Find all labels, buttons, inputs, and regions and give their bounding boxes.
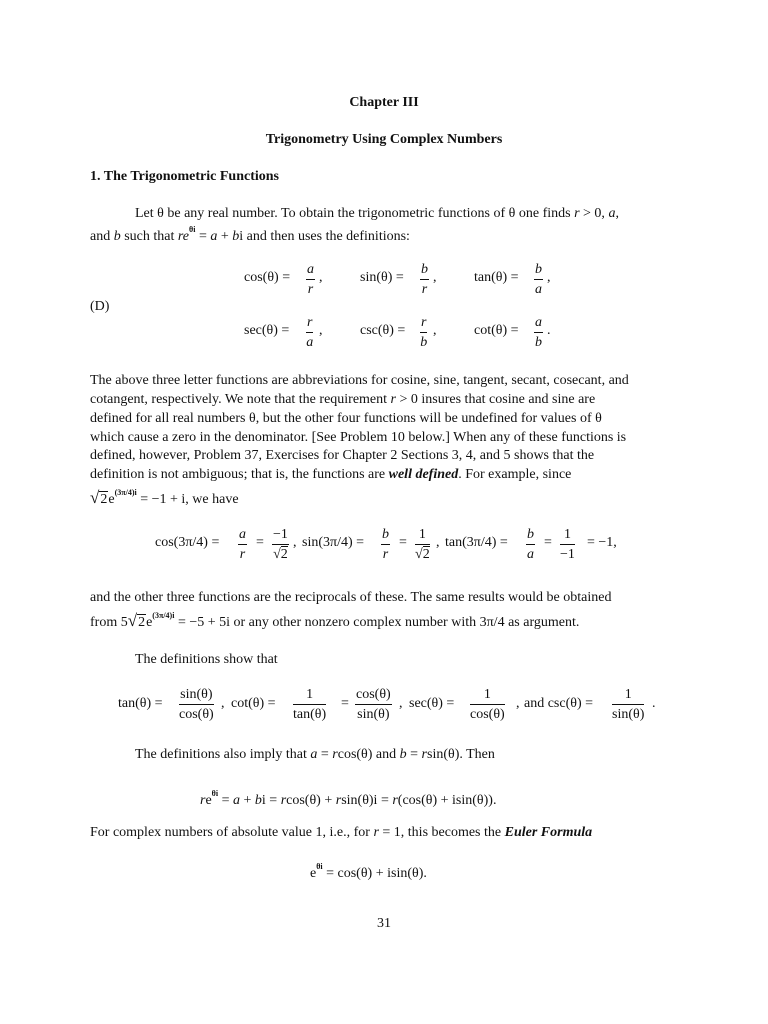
identity-tan-label: tan(θ) = — [118, 696, 163, 711]
identity-cot-fraction-1: $\frac{1}{\tan(\theta)}$ — [293, 687, 327, 722]
intro-line-2: and b such that $re^{\theta i} = a$ + bi and then uses the definitions: — [90, 225, 410, 244]
para2-line-6: definition is not ambiguous; that is, the functions are well defined. For example, since — [90, 467, 572, 482]
eval-cos-label: cos(3π/4) = — [155, 535, 220, 550]
def-sec-fraction: $\frac{r}{a}$ — [306, 315, 314, 350]
imply-line: The definitions also imply that a = rcos(θ) and b = rsin(θ). Then — [135, 747, 495, 762]
eval-tan-result: = −1, — [587, 535, 617, 550]
identity-tan-fraction: $\frac{\sin(\theta)}{\cos(\theta)}$ — [179, 687, 214, 722]
def-cos-label: cos(θ) = — [244, 270, 291, 285]
eval-cos-fraction-1: $\frac{a}{r}$ — [239, 527, 246, 562]
eval-tan-fraction-2: $\frac{1}{-1}$ — [560, 527, 575, 562]
euler-formula: $e^{\theta i} = \cos(\theta) + isin(\theta)$. — [310, 862, 427, 881]
polar-form-equation: $re^{\theta i} = a$ + bi = rcos(θ) + rsin(θ)i = r(cos(θ) + isin(θ)). — [200, 789, 497, 808]
def-csc-fraction: $\frac{r}{b}$ — [420, 315, 428, 350]
document-page: Chapter III Trigonometry Using Complex Numbers 1. The Trigonometric Functions Let θ be any real number. To obtain the trigonometric functions of θ one finds r > 0, a, and b such that $re^{\theta i} = a$ + bi and then uses the definitions: (D) cos(θ) = $\frac{a}{r}$ , sin(θ) = $\frac{b}{r}$ , tan(θ) = $\frac{b}{a}$ , sec(θ) = $\frac{r}{a}$ , csc(θ) = $\frac{r}{b}$ , cot(θ) = $\frac{a}{b}$ . The above three letter functions are abbreviations for cosine, sine, tangent, secant, cosecant, and cotangent, respectively. We note that the requirement r > 0 insures that cosine and sine are defined for all real numbers θ, but the other four functions will be undefined for values of θ which cause a zero in the denominator. [See Problem 10 below.] When any of these functions is defined, however, Problem 37, Exercises for Chapter 2 Sections 3, 4, and 5 shows that the definition is not ambiguous; that is, the functions are well defined. For example, since $√2e^{(3\pi/4)i} = -1 + i$, we have cos(3π/4) = $\frac{a}{r}$ = $\frac{-1}{√2}$ , sin(3π/4) = $\frac{b}{r}$ = $\frac{1}{√2}$ , tan(3π/4) = $\frac{b}{a}$ = $\frac{1}{-1}$ = −1, and the other three functions are the reciprocals of these. The same results would be obtained from $5√2e^{(3\pi/4)i} = -5 + 5i$ or any other nonzero complex number with 3π/4 as argument. The definitions show that tan(θ) = $\frac{\sin(\theta)}{\cos(\theta)}$ , cot(θ) = $\frac{1}{\tan(\theta)}$ = $\frac{\cos(\theta)}{\sin(\theta)}$ , sec(θ) = $\frac{1}{\cos(\theta)}$ , and csc(θ) = $\frac{1}{\sin(\theta)}$ . The definitions also imply that a = rcos(θ) and b = rsin(θ). Then $re^{\theta i} = a$ + bi = rcos(θ) + rsin(θ)i = r(cos(θ) + isin(θ)). For complex numbers of absolute value 1, i.e., for r = 1, this becomes the Euler Formula $e^{\theta i} = \cos(\theta) + isin(\theta)$. 31 — [0, 0, 768, 1024]
euler-intro-line: For complex numbers of absolute value 1, i.e., for r = 1, this becomes the Euler Formula — [90, 825, 593, 840]
para2-line-3: defined for all real numbers θ, but the other four functions will be undefined for values of θ — [90, 411, 602, 426]
identity-sec-fraction: $\frac{1}{\cos(\theta)}$ — [470, 687, 505, 722]
def-tan-label: tan(θ) = — [474, 270, 519, 285]
para2-line-2: cotangent, respectively. We note that the requirement r > 0 insures that cosine and sine are — [90, 392, 596, 407]
identity-csc-label: and csc(θ) = — [524, 696, 594, 711]
example-line: $√2e^{(3\pi/4)i} = -1 + i$, we have — [90, 488, 239, 507]
para2-line-1: The above three letter functions are abbreviations for cosine, sine, tangent, secant, cosecant, and — [90, 373, 629, 388]
eval-sin-fraction-2: $\frac{1}{√2}$ — [415, 527, 430, 562]
para3-line-1: and the other three functions are the reciprocals of these. The same results would be obtained — [90, 590, 612, 605]
identity-csc-fraction: $\frac{1}{\sin(\theta)}$ — [612, 687, 645, 722]
identity-cot-fraction-2: $\frac{\cos(\theta)}{\sin(\theta)}$ — [356, 687, 391, 722]
def-tan-fraction: $\frac{b}{a}$ — [535, 262, 542, 297]
eval-cos-fraction-2: $\frac{-1}{√2}$ — [273, 527, 288, 562]
def-csc-label: csc(θ) = — [360, 323, 406, 338]
def-sec-label: sec(θ) = — [244, 323, 290, 338]
definitions-label: (D) — [90, 299, 110, 314]
def-cot-label: cot(θ) = — [474, 323, 519, 338]
chapter-heading: Chapter III — [349, 95, 419, 110]
eval-tan-fraction-1: $\frac{b}{a}$ — [527, 527, 534, 562]
section-heading: 1. The Trigonometric Functions — [90, 169, 279, 184]
para3-line-2: from $5√2e^{(3\pi/4)i} = -5 + 5i$ or any other nonzero complex number with 3π/4 as argument. — [90, 611, 580, 630]
intro-line-1: Let θ be any real number. To obtain the trigonometric functions of θ one finds r > 0, a, — [135, 206, 619, 221]
eval-sin-label: sin(3π/4) = — [302, 535, 365, 550]
page-number: 31 — [377, 916, 391, 931]
def-sin-fraction: $\frac{b}{r}$ — [421, 262, 428, 297]
eval-sin-fraction-1: $\frac{b}{r}$ — [382, 527, 389, 562]
identity-cot-label: cot(θ) = — [231, 696, 276, 711]
def-cot-fraction: $\frac{a}{b}$ — [535, 315, 542, 350]
para2-line-5: defined, however, Problem 37, Exercises for Chapter 2 Sections 3, 4, and 5 shows that the — [90, 448, 595, 463]
def-sin-label: sin(θ) = — [360, 270, 404, 285]
def-cos-fraction: $\frac{a}{r}$ — [307, 262, 314, 297]
definitions-show-line: The definitions show that — [135, 652, 278, 667]
chapter-title: Trigonometry Using Complex Numbers — [265, 132, 503, 147]
eval-tan-label: tan(3π/4) = — [445, 535, 508, 550]
identity-sec-label: sec(θ) = — [409, 696, 455, 711]
para2-line-4: which cause a zero in the denominator. [See Problem 10 below.] When any of these functions is — [90, 430, 627, 445]
